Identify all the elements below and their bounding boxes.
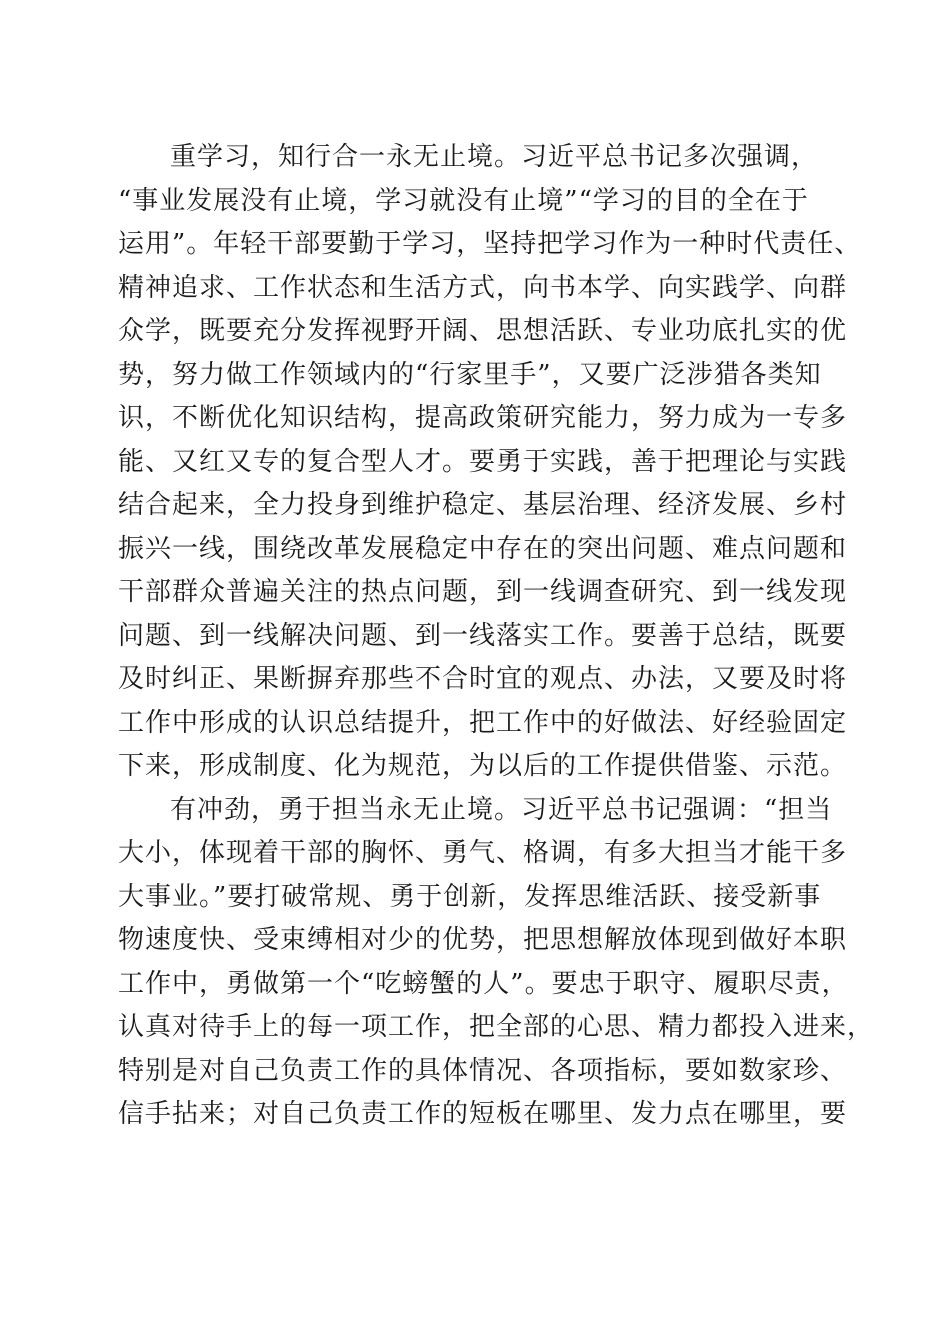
text-line: 工作中形成的认识总结提升，把工作中的好做法、好经验固定 [118, 707, 848, 738]
text-line: 能、又红又专的复合型人才。要勇于实践，善于把理论与实践 [118, 446, 848, 477]
text-line: 振兴一线，围绕改革发展稳定中存在的突出问题、难点问题和 [118, 533, 848, 564]
text-line: 信手拈来；对自己负责工作的短板在哪里、发力点在哪里，要 [118, 1099, 848, 1129]
text-line: 干部群众普遍关注的热点问题，到一线调查研究、到一线发现 [118, 577, 848, 607]
text-line: 众学，既要充分发挥视野开阔、思想活跃、专业功底扎实的优 [118, 316, 848, 346]
text-line: 识，不断优化知识结构，提高政策研究能力，努力成为一专多 [118, 403, 848, 433]
text-line: 运用”。年轻干部要勤于学习，坚持把学习作为一种时代责任、 [118, 229, 862, 259]
paragraph-study [118, 136, 862, 789]
text-line: 特别是对自己负责工作的具体情况、各项指标，要如数家珍、 [118, 1055, 848, 1086]
paragraph-responsibility [118, 789, 875, 1137]
text-line: 问题、到一线解决问题、到一线落实工作。要善于总结，既要 [118, 620, 848, 651]
text-line: 势，努力做工作领域内的“行家里手”，又要广泛涉猎各类知 [118, 359, 822, 390]
text-line: 结合起来，全力投身到维护稳定、基层治理、经济发展、乡村 [118, 490, 848, 520]
text-line: 重学习，知行合一永无止境。习近平总书记多次强调， [170, 142, 819, 172]
text-line: 大小，体现着干部的胸怀、勇气、格调，有多大担当才能干多 [118, 838, 848, 868]
text-line: 工作中，勇做第一个“吃螃蟹的人”。要忠于职守、履职尽责， [118, 968, 849, 999]
text-line: 及时纠正、果断摒弃那些不合时宜的观点、办法，又要及时将 [118, 664, 848, 694]
text-line: 认真对待手上的每一项工作，把全部的心思、精力都投入进来， [118, 1012, 875, 1042]
text-line: 下来，形成制度、化为规范，为以后的工作提供借鉴、示范。 [118, 751, 848, 781]
document-body [118, 136, 875, 1137]
text-line: “事业发展没有止境，学习就没有止境”“学习的目的全在于 [118, 185, 809, 216]
text-line: 有冲劲，勇于担当永无止境。习近平总书记强调：“担当 [170, 794, 833, 825]
text-line: 物速度快、受束缚相对少的优势，把思想解放体现到做好本职 [118, 925, 848, 955]
text-line: 大事业。”要打破常规、勇于创新，发挥思维活跃、接受新事 [118, 881, 822, 912]
text-line: 精神追求、工作状态和生活方式，向书本学、向实践学、向群 [118, 272, 848, 303]
